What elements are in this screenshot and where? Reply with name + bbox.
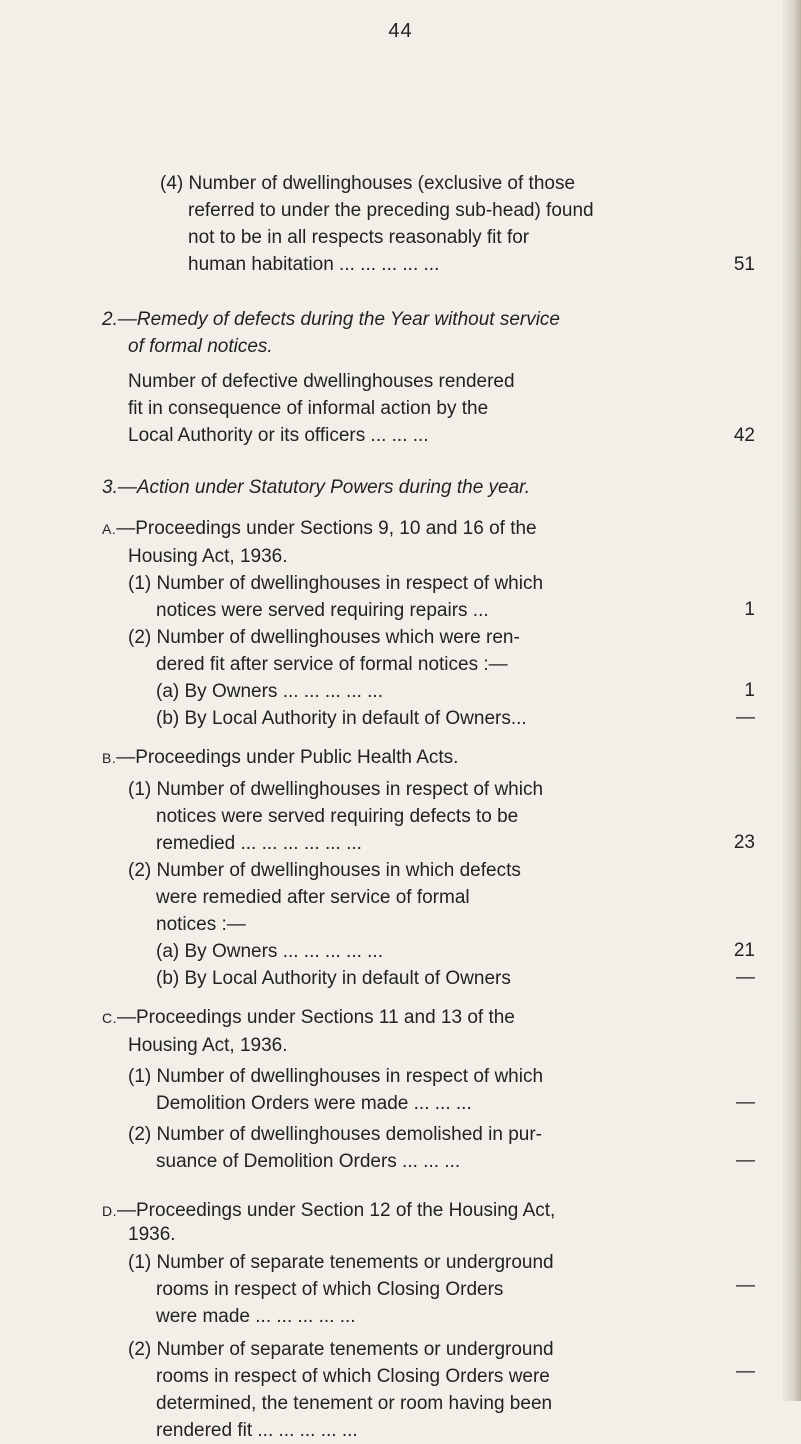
subsection-d-item-2: rooms in respect of which Closing Orders were xyxy=(156,1366,550,1387)
subsection-a-item-1-value: 1 xyxy=(744,599,755,620)
section-2-line: Number of defective dwellinghouses rendered xyxy=(128,371,515,392)
subsection-d-item-1-value: — xyxy=(736,1275,755,1296)
subsection-b-owners: (a) By Owners ... ... ... ... ... xyxy=(156,941,383,962)
item-4-line: human habitation ... ... ... ... ... xyxy=(188,254,440,275)
subsection-d-title: 1936. xyxy=(128,1224,176,1245)
item-4-value: 51 xyxy=(733,254,755,275)
subsection-c-item-1-value: — xyxy=(736,1092,755,1113)
item-4-line: referred to under the preceding sub-head) found xyxy=(188,200,594,221)
subsection-c-title: C.—Proceedings under Sections 11 and 13 of the xyxy=(102,1007,515,1028)
section-2 xyxy=(102,306,560,449)
subsection-a-title: A.—Proceedings under Sections 9, 10 and 16 of the xyxy=(102,518,537,539)
section-2-value: 42 xyxy=(733,425,755,446)
subsection-d-item-1: were made ... ... ... ... ... xyxy=(156,1306,356,1327)
subsection-a-item-1: (1) Number of dwellinghouses in respect of which xyxy=(128,573,544,594)
subsection-c-item-2-value: — xyxy=(736,1150,755,1171)
subsection-d-item-1: rooms in respect of which Closing Orders xyxy=(156,1279,504,1300)
subsection-a-authority-value: — xyxy=(736,707,755,728)
page-edge-shadow xyxy=(783,0,801,1401)
subsection-b xyxy=(102,744,544,992)
subsection-b-authority: (b) By Local Authority in default of Owners xyxy=(156,968,511,989)
subsection-a-authority: (b) By Local Authority in default of Owners... xyxy=(156,708,527,729)
subsection-b-item-2: were remedied after service of formal xyxy=(156,887,470,908)
subsection-d-item-2: determined, the tenement or room having been xyxy=(156,1393,553,1414)
item-4 xyxy=(160,170,594,278)
item-4-line: (4) Number of dwellinghouses (exclusive of those xyxy=(160,173,576,194)
page-number: 44 xyxy=(388,20,413,42)
subsection-c-item-1: Demolition Orders were made ... ... ... xyxy=(156,1093,472,1114)
subsection-d-item-2-value: — xyxy=(736,1361,755,1382)
subsection-d-item-2: rendered fit ... ... ... ... ... xyxy=(156,1420,358,1441)
subsection-d xyxy=(102,1197,555,1444)
item-4-line: not to be in all respects reasonably fit for xyxy=(188,227,530,248)
subsection-d-title: D.—Proceedings under Section 12 of the Housing Act, xyxy=(102,1200,556,1221)
subsection-a xyxy=(102,515,544,732)
subsection-c-item-2: suance of Demolition Orders ... ... ... xyxy=(156,1151,461,1172)
subsection-b-item-1: remedied ... ... ... ... ... ... xyxy=(156,833,362,854)
section-2-line: Local Authority or its officers ... ... ... xyxy=(128,425,429,446)
subsection-b-item-2: (2) Number of dwellinghouses in which defects xyxy=(128,860,521,881)
subsection-b-authority-value: — xyxy=(736,967,755,988)
subsection-a-owners: (a) By Owners ... ... ... ... ... xyxy=(156,681,383,702)
subsection-c-item-2: (2) Number of dwellinghouses demolished in pur- xyxy=(128,1124,542,1145)
subsection-b-item-1: (1) Number of dwellinghouses in respect of which xyxy=(128,779,544,800)
section-2-line: fit in consequence of informal action by the xyxy=(128,398,489,419)
subsection-b-owners-value: 21 xyxy=(733,940,755,961)
subsection-a-owners-value: 1 xyxy=(744,680,755,701)
subsection-a-item-2: (2) Number of dwellinghouses which were ren- xyxy=(128,627,520,648)
subsection-b-item-1: notices were served requiring defects to be xyxy=(156,806,519,827)
section-2-heading: 2.—Remedy of defects during the Year without service xyxy=(102,309,561,330)
subsection-b-item-1-value: 23 xyxy=(733,832,755,853)
subsection-c-item-1: (1) Number of dwellinghouses in respect of which xyxy=(128,1066,544,1087)
subsection-c xyxy=(102,1004,544,1175)
subsection-b-item-2: notices :— xyxy=(156,914,246,935)
subsection-d-item-2: (2) Number of separate tenements or underground xyxy=(128,1339,554,1360)
subsection-d-item-1: (1) Number of separate tenements or underground xyxy=(128,1252,554,1273)
section-3-heading: 3.—Action under Statutory Powers during the year. xyxy=(102,477,531,498)
subsection-a-item-1: notices were served requiring repairs ... xyxy=(156,600,489,621)
section-2-heading: of formal notices. xyxy=(128,336,273,357)
subsection-a-title: Housing Act, 1936. xyxy=(128,546,288,567)
subsection-b-title: B.—Proceedings under Public Health Acts. xyxy=(102,747,459,768)
subsection-a-item-2: dered fit after service of formal notices :— xyxy=(156,654,508,675)
subsection-c-title: Housing Act, 1936. xyxy=(128,1035,288,1056)
